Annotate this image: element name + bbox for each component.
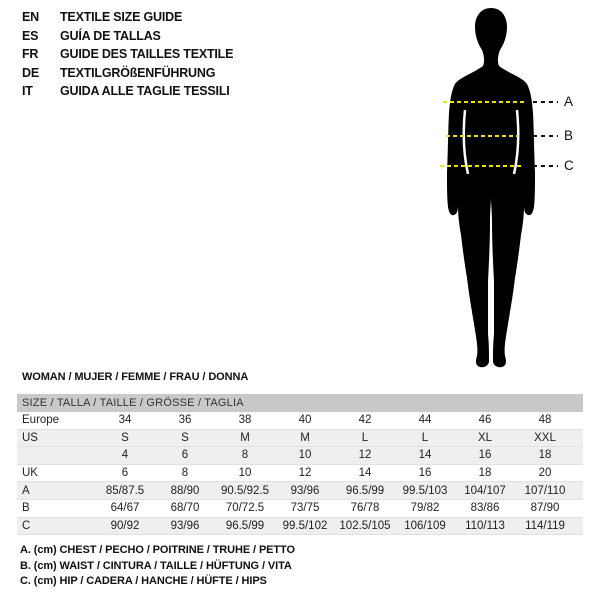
size-cell: 6 — [95, 464, 155, 482]
size-cell: 16 — [455, 447, 515, 465]
waist-measure-line — [446, 135, 518, 137]
size-cell: 10 — [215, 464, 275, 482]
size-cell: 107/110 — [515, 482, 575, 500]
row-label: UK — [17, 464, 95, 482]
language-title: GUÍA DE TALLAS — [60, 28, 161, 43]
size-cell: 102.5/105 — [335, 517, 395, 535]
filler-cell — [575, 482, 583, 500]
language-title: TEXTILE SIZE GUIDE — [60, 10, 183, 24]
size-cell: 90.5/92.5 — [215, 482, 275, 500]
waist-pointer-dashes — [533, 135, 558, 137]
language-row — [22, 27, 233, 46]
size-cell: 48 — [515, 412, 575, 429]
table-row — [17, 429, 583, 447]
filler-cell — [575, 447, 583, 465]
size-cell: 16 — [395, 464, 455, 482]
size-cell: 10 — [275, 447, 335, 465]
chest-measure-line — [443, 101, 524, 103]
language-list — [22, 8, 233, 101]
language-title: GUIDA ALLE TAGLIE TESSILI — [60, 84, 230, 98]
size-cell: 106/109 — [395, 517, 455, 535]
size-cell: 79/82 — [395, 499, 455, 517]
size-cell: L — [395, 429, 455, 447]
size-cell: 83/86 — [455, 499, 515, 517]
size-cell: 70/72.5 — [215, 499, 275, 517]
size-cell: 87/90 — [515, 499, 575, 517]
size-cell: 96.5/99 — [335, 482, 395, 500]
language-row — [22, 45, 233, 64]
measure-label-c: C — [564, 158, 574, 173]
measurement-legend — [20, 543, 295, 590]
size-cell: XXL — [515, 429, 575, 447]
table-row — [17, 464, 583, 482]
size-cell: 36 — [155, 412, 215, 429]
row-label: Europe — [17, 412, 95, 429]
size-cell: 76/78 — [335, 499, 395, 517]
size-cell: 93/96 — [275, 482, 335, 500]
row-label: US — [17, 429, 95, 447]
size-cell: 114/119 — [515, 517, 575, 535]
size-table — [17, 394, 583, 535]
size-cell: 12 — [335, 447, 395, 465]
size-cell: 38 — [215, 412, 275, 429]
legend-row: A. (cm) CHEST / PECHO / POITRINE / TRUHE / PETTO — [20, 544, 295, 556]
language-code: ES — [22, 28, 39, 43]
size-cell: 93/96 — [155, 517, 215, 535]
size-cell: 96.5/99 — [215, 517, 275, 535]
row-label: C — [17, 517, 95, 535]
size-cell: 110/113 — [455, 517, 515, 535]
size-cell: 14 — [395, 447, 455, 465]
filler-cell — [575, 464, 583, 482]
size-cell: 34 — [95, 412, 155, 429]
language-row — [22, 82, 233, 101]
hip-measure-line — [440, 165, 524, 167]
size-cell: 73/75 — [275, 499, 335, 517]
language-title: TEXTILGRÖßENFÜHRUNG — [60, 65, 216, 80]
row-label — [17, 447, 95, 465]
table-row — [17, 482, 583, 500]
size-cell: 8 — [155, 464, 215, 482]
size-cell: 68/70 — [155, 499, 215, 517]
language-row — [22, 8, 233, 27]
size-cell: 85/87.5 — [95, 482, 155, 500]
size-table-grid — [17, 412, 583, 535]
language-title: GUIDE DES TAILLES TEXTILE — [60, 47, 234, 61]
size-cell: 44 — [395, 412, 455, 429]
size-cell: M — [215, 429, 275, 447]
language-code: EN — [22, 10, 39, 24]
table-row — [17, 499, 583, 517]
size-cell: 42 — [335, 412, 395, 429]
size-cell: S — [95, 429, 155, 447]
table-row — [17, 447, 583, 465]
hip-pointer-dashes — [533, 165, 558, 167]
filler-cell — [575, 499, 583, 517]
table-row — [17, 517, 583, 535]
size-cell: L — [335, 429, 395, 447]
language-code: DE — [22, 65, 39, 80]
size-cell: 8 — [215, 447, 275, 465]
table-row — [17, 412, 583, 429]
size-cell: 104/107 — [455, 482, 515, 500]
size-cell: 64/67 — [95, 499, 155, 517]
chest-pointer-dashes — [533, 101, 558, 103]
size-cell: M — [275, 429, 335, 447]
size-cell: 18 — [515, 447, 575, 465]
size-cell: 88/90 — [155, 482, 215, 500]
size-cell: XL — [455, 429, 515, 447]
size-cell: 99.5/103 — [395, 482, 455, 500]
row-label: A — [17, 482, 95, 500]
language-row — [22, 64, 233, 83]
filler-cell — [575, 429, 583, 447]
legend-row: B. (cm) WAIST / CINTURA / TAILLE / HÜFTUNG / VITA — [20, 559, 292, 572]
size-table-header: SIZE / TALLA / TAILLE / GRÖSSE / TAGLIA — [17, 394, 583, 412]
size-guide-figure — [420, 0, 600, 380]
woman-silhouette — [420, 0, 580, 380]
language-code: IT — [22, 84, 33, 98]
woman-body-shape — [447, 8, 535, 367]
filler-cell — [575, 517, 583, 535]
measure-label-b: B — [564, 128, 574, 143]
language-code: FR — [22, 47, 39, 61]
filler-cell — [575, 412, 583, 429]
size-cell: 46 — [455, 412, 515, 429]
size-cell: 4 — [95, 447, 155, 465]
size-cell: 40 — [275, 412, 335, 429]
size-cell: 90/92 — [95, 517, 155, 535]
size-cell: S — [155, 429, 215, 447]
size-cell: 99.5/102 — [275, 517, 335, 535]
size-cell: 14 — [335, 464, 395, 482]
size-cell: 6 — [155, 447, 215, 465]
legend-row: C. (cm) HIP / CADERA / HANCHE / HÜFTE / HIPS — [20, 575, 267, 587]
section-title: WOMAN / MUJER / FEMME / FRAU / DONNA — [22, 371, 249, 383]
measure-label-a: A — [564, 94, 574, 109]
size-cell: 18 — [455, 464, 515, 482]
size-cell: 20 — [515, 464, 575, 482]
size-cell: 12 — [275, 464, 335, 482]
row-label: B — [17, 499, 95, 517]
